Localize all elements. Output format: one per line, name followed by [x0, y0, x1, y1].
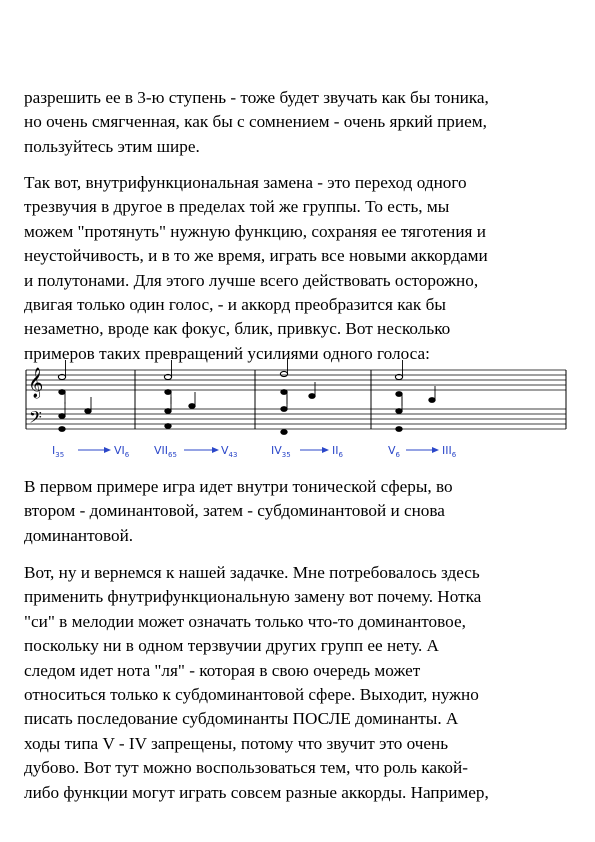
svg-text:I35: $I_{35}$: [52, 444, 65, 459]
treble-clef-icon: 𝄞: [28, 368, 44, 398]
svg-text:VII65: $VII_{65}$: [154, 444, 177, 459]
treble-staff: [26, 370, 566, 390]
measure-1: [58, 360, 91, 431]
paragraph-3: [24, 475, 574, 548]
chord-label-1: [52, 444, 130, 459]
text-line: примеров таких превращений усилиями одного голоса:: [24, 343, 430, 363]
barlines: [26, 370, 566, 429]
text-line: можем "протянуть" нужную функцию, сохраняя ее тяготения и: [24, 221, 486, 241]
svg-text:II6: $II_6$: [332, 444, 343, 459]
svg-text:III6: $III_6$: [442, 444, 457, 459]
text-line: писать последование субдоминанты ПОСЛЕ доминанты. А: [24, 709, 459, 729]
paragraph-4: [24, 561, 574, 805]
text-line: Вот, ну и вернемся к нашей задачке. Мне потребовалось здесь: [24, 563, 480, 582]
svg-text:V43: $V_{43}$: [221, 444, 238, 459]
text-line: но очень смягченная, как бы с сомнением - очень яркий прием,: [24, 112, 487, 132]
text-line: двигая только один голос, - и аккорд преобразится как бы: [24, 295, 446, 315]
text-line: доминантовой.: [24, 525, 134, 545]
chord-label-4: [388, 444, 457, 459]
measure-3: [280, 358, 315, 434]
text-line: Так вот, внутрифункциональная замена - это переход одного: [24, 173, 467, 192]
music-example: [22, 356, 580, 466]
bass-clef-icon: 𝄢: [29, 407, 42, 431]
svg-text:VI6: $VI_6$: [114, 444, 130, 459]
paragraph-2: [24, 171, 574, 366]
svg-text:IV35: $IV_{35}$: [271, 444, 291, 459]
text-line: относиться только к субдоминантовой сфере. Выходит, нужно: [24, 685, 479, 705]
text-line: следом идет нота "ля" - которая в свою очередь может: [24, 660, 421, 680]
text-line: "си" в мелодии может означать только что-то доминантовое,: [24, 611, 466, 631]
text-line: трезвучия в другое в пределах той же группы. То есть, мы: [24, 197, 450, 217]
paragraph-1: [24, 86, 574, 159]
chord-label-2: [154, 444, 237, 459]
text-line: поскольку ни в одном терзвучии других групп ее нету. А: [24, 636, 439, 656]
chord-labels: [52, 444, 457, 459]
text-line: В первом примере игра идет внутри тонической сферы, во: [24, 477, 453, 496]
text-line: втором - доминантовой, затем - субдоминантовой и снова: [24, 501, 445, 521]
chord-label-3: [271, 444, 344, 459]
measure-4: [395, 360, 435, 431]
text-line: либо функции могут играть совсем разные аккорды. Например,: [24, 782, 489, 802]
bass-staff: [26, 409, 566, 429]
text-line: незаметно, вроде как фокус, блик, привкус. Вот несколько: [24, 319, 451, 339]
text-line: применить фнутрифункциональную замену вот почему. Нотка: [24, 587, 482, 607]
svg-text:V6: $V_6$: [388, 444, 400, 459]
text-line: и полутонами. Для этого лучше всего действовать осторожно,: [24, 270, 479, 290]
text-line: неустойчивость, и в то же время, играть все новыми аккордами: [24, 246, 488, 266]
text-line: ходы типа V - IV запрещены, потому что звучит это очень: [24, 733, 449, 753]
text-line: пользуйтесь этим шире.: [24, 136, 200, 156]
text-line: дубово. Вот тут можно воспользоваться тем, что роль какой-: [24, 758, 468, 778]
text-line: разрешить ее в 3-ю ступень - тоже будет звучать как бы тоника,: [24, 88, 489, 107]
